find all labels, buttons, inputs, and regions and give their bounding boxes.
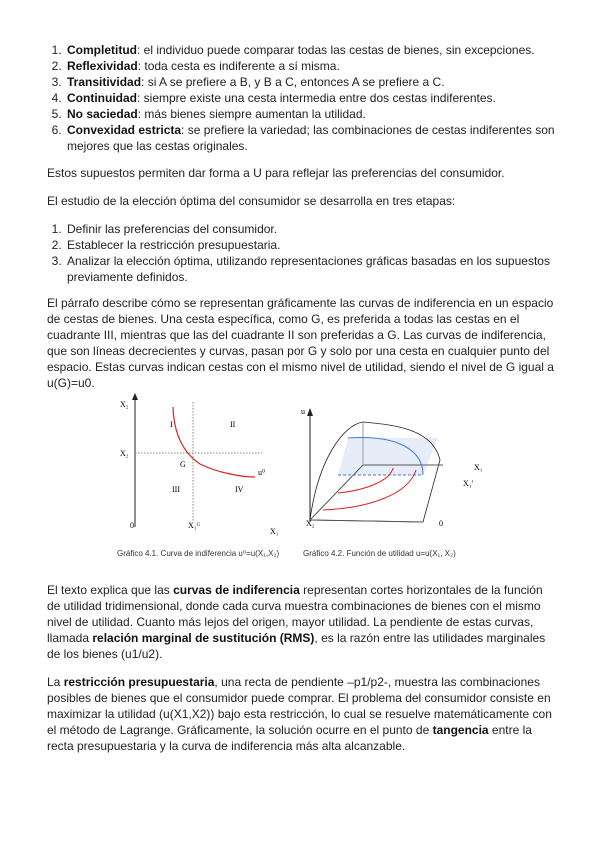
origin-label: 0 (130, 521, 134, 530)
utility-function-figure (298, 400, 493, 530)
etapas-list (47, 221, 559, 285)
curve-label: u⁰ (258, 468, 266, 477)
axis-label: X₁' (463, 479, 474, 488)
paragraph: El estudio de la elección óptima del consumidor se desarrolla en tres etapas: (47, 194, 456, 208)
paragraph: Estos supuestos permiten dar forma a U para reflejar las preferencias del consumidor. (47, 166, 505, 180)
list-item: 2. Reflexividad: toda cesta es indiferente a sí misma. (65, 58, 559, 74)
axis-label: u (301, 407, 305, 416)
origin-label: 0 (439, 519, 443, 528)
indifference-curve-figure (110, 392, 280, 537)
figure-caption: Gráfico 4.1. Curva de indiferencia u⁰=u(X₁,X₂) (117, 549, 280, 558)
list-item: 5. No saciedad: más bienes siempre aumentan la utilidad. (65, 106, 559, 122)
paragraph: La restricción presupuestaria, una recta de pendiente –p1/p2-, muestra las combinaciones posibles de bienes que el consumidor puede comprar. El problema del consumidor consiste en maximizar la utilidad (u(X1,X2)) bajo esta restricción, lo cual se resuelve matemáticamente con el método de Lagrange. Gráficamente, la solución ocurre en el punto de tangencia entre la recta presupuestaria y la curva de indiferencia más alta alcanzable. (47, 675, 552, 753)
list-item: 4. Continuidad: siempre existe una cesta intermedia entre dos cestas indiferentes. (65, 90, 559, 106)
axis-label: X₁ (474, 463, 483, 472)
paragraph: El párrafo describe cómo se representan gráficamente las curvas de indiferencia en un espacio de cestas de bienes. Una cesta específica, como G, es preferida a todas las cestas en el cuadrante III, mientras que las del cuadrante II son preferidas a G. Las curvas de indiferencia, que son líneas decrecientes y curvas, pasan por G y solo por una cesta en cualquier punto del espacio. Estas curvas indican cestas con el mismo nivel de utilidad, siendo el nivel de G igual a u(G)=u0. (47, 296, 554, 390)
list-item: 3. Analizar la elección óptima, utilizando representaciones gráficas basadas en los supuestos previamente definidos. (65, 253, 559, 285)
list-item: 6. Convexidad estricta: se prefiere la variedad; las combinaciones de cestas indiferentes son mejores que las cestas originales. (65, 122, 559, 154)
quadrant-label: I (170, 420, 173, 429)
point-label: G (180, 460, 186, 469)
list-item: 1. Definir las preferencias del consumidor. (65, 221, 559, 237)
axis-label: X₂ (120, 400, 129, 409)
list-item: 2. Establecer la restricción presupuestaria. (65, 237, 559, 253)
axis-label: X₂ (306, 519, 315, 528)
axis-label: X₂ (120, 449, 129, 458)
quadrant-label: II (230, 420, 236, 429)
supuestos-list (47, 42, 559, 154)
axis-label: X₁ (270, 527, 279, 536)
figure-caption: Gráfico 4.2. Función de utilidad u=u(X₁, X₂) (303, 549, 456, 558)
list-item: 1. Completitud: el individuo puede comparar todas las cestas de bienes, sin excepciones. (65, 42, 559, 58)
quadrant-label: III (172, 485, 180, 494)
paragraph: El texto explica que las curvas de indiferencia representan cortes horizontales de la función de utilidad tridimensional, donde cada curva muestra combinaciones de bienes con el mismo nivel de utilidad. Cuanto más lejos del origen, mayor utilidad. La pendiente de estas curvas, llamada relación marginal de sustitución (RMS), es la razón entre las utilidades marginales de los bienes (u1/u2). (47, 583, 546, 661)
list-item: 3. Transitividad: si A se prefiere a B, y B a C, entonces A se prefiere a C. (65, 74, 559, 90)
axis-label: X₁ᴳ (188, 521, 201, 530)
quadrant-label: IV (235, 485, 244, 494)
